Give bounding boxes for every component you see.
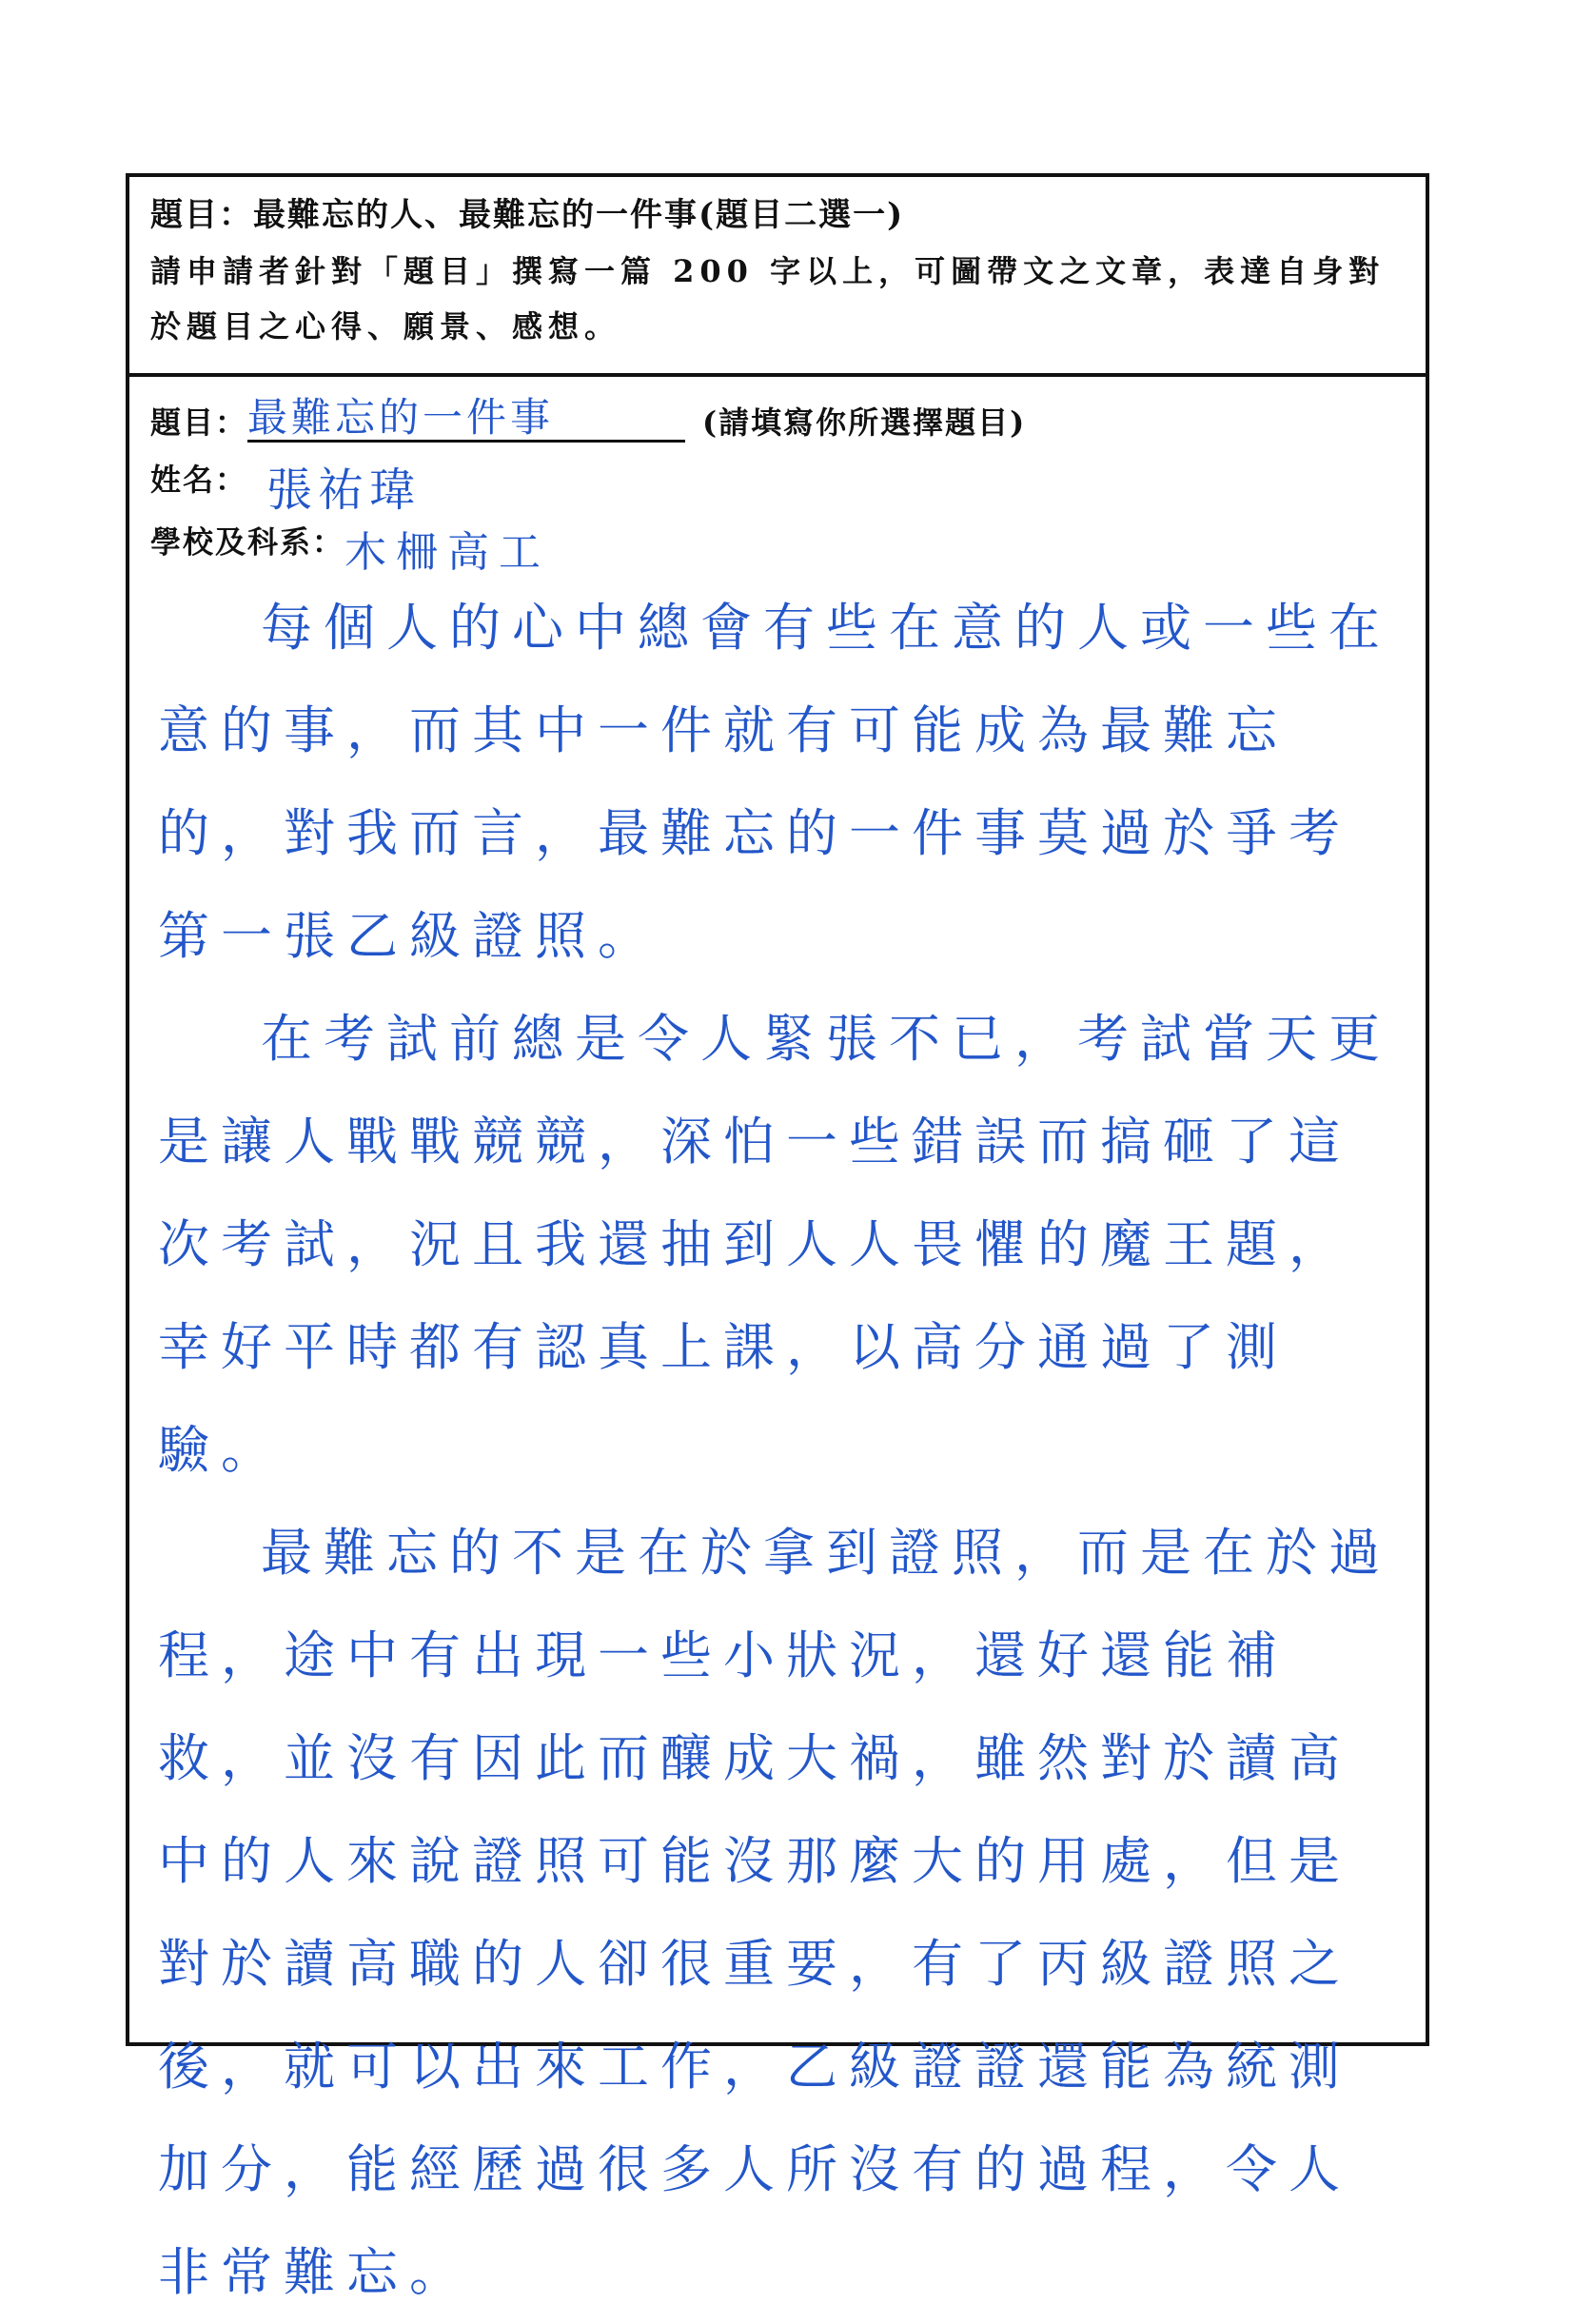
name-value: 張祐瑋 [266,463,422,517]
topic-label: 題目： [150,404,248,441]
school-value: 木柵高工 [344,528,551,577]
essay-form-sheet [126,173,1429,2302]
essay-body [158,577,1395,2324]
name-label: 姓名： [150,462,248,498]
essay-paragraph-1: 每個人的心中總會有些在意的人或一些在意的事，而其中一件就有可能成為最難忘的，對我而言，最難忘的一件事莫過於爭考第一張乙級證照。 [158,598,1391,966]
header-box [129,177,1426,377]
topic-note: (請填寫你所選擇題目) [702,404,1027,441]
essay-paragraph-3: 最難忘的不是在於拿到證照，而是在於過程，途中有出現一些小狀況，還好還能補救，並沒有因此而釀成大禍，雖然對於讀高中的人來說證照可能沒那麼大的用處，但是對於讀高職的人卻很重要，有了丙級證照之後，就可以出來工作，乙級證證還能為統測加分，能經歷過很多人所沒有的過程，令人非常難忘。 [158,1523,1391,2302]
instructions-text: 請申請者針對「題目」撰寫一篇 200 字以上，可圖帶文之文章，表達自身對於題目之心得、願景、感想。 [150,253,1386,345]
essay-paragraph-2: 在考試前總是令人緊張不已，考試當天更是讓人戰戰競競，深怕一些錯誤而搞砸了這次考試，況且我還抽到人人畏懼的魔王題，幸好平時都有認真上課，以高分通過了測驗。 [158,1009,1391,1480]
header-title: 題目：最難忘的人、最難忘的一件事(題目二選一) [150,196,905,234]
form-area [129,377,1426,2302]
name-row [150,453,421,519]
school-label: 學校及科系： [150,523,345,561]
school-row [150,518,550,579]
topic-value: 最難忘的一件事 [247,396,685,443]
topic-row [150,396,1026,443]
